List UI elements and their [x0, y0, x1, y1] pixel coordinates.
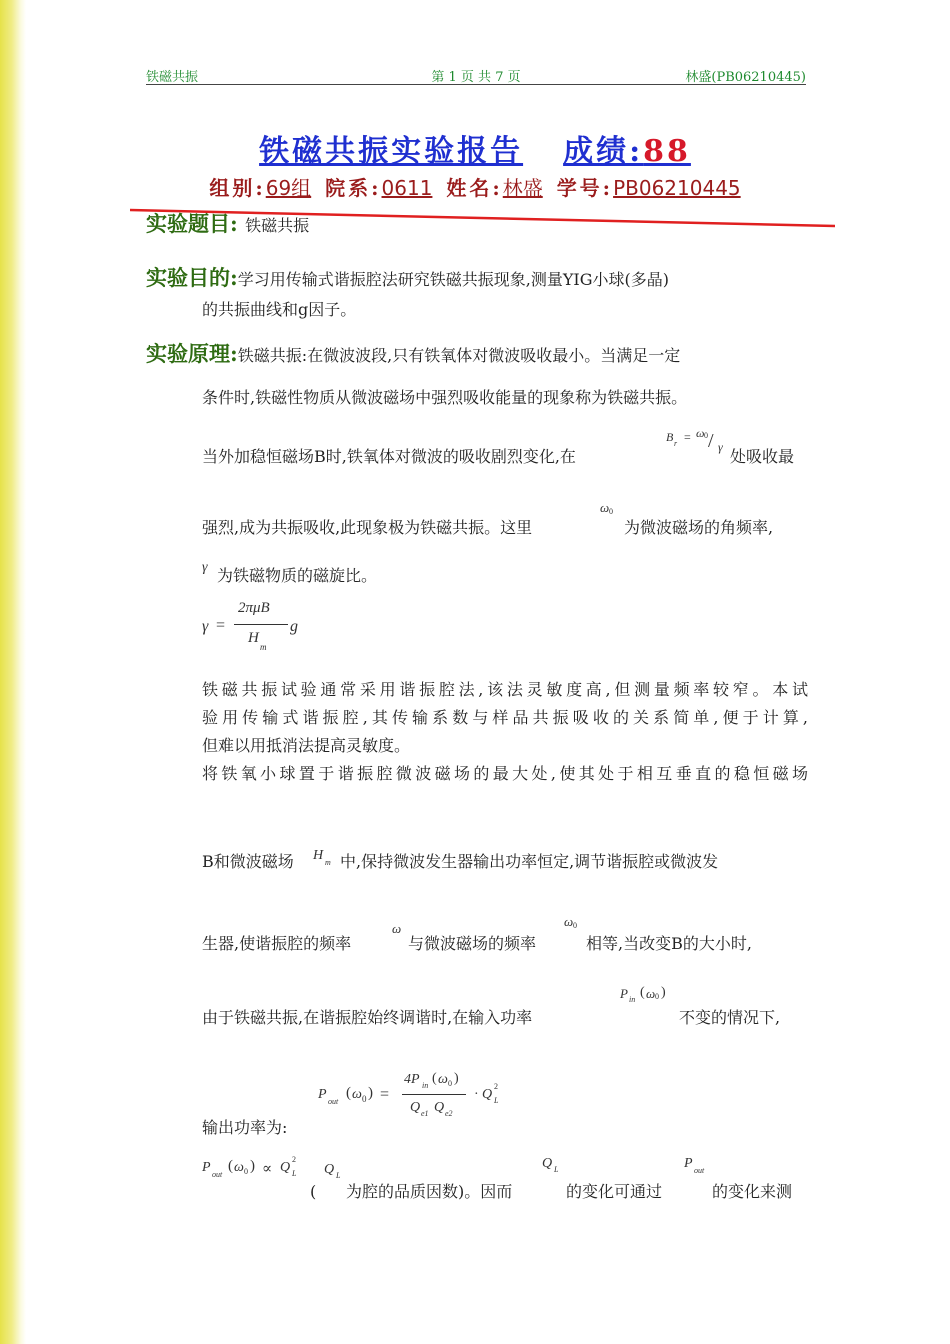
math-zero: 0 — [609, 507, 613, 516]
group-label: 组别: — [209, 176, 266, 200]
math-Q: Q — [410, 1100, 421, 1115]
math-out-sub: out — [694, 1166, 705, 1175]
math-Q: Q — [324, 1162, 335, 1177]
math-square: 2 — [494, 1082, 498, 1091]
topic-text: 铁磁共振 — [245, 216, 310, 235]
math-Q: Q — [542, 1156, 553, 1171]
math-P: P — [684, 1156, 693, 1171]
id-value: PB06210445 — [613, 176, 741, 200]
math-H: H — [248, 630, 259, 646]
math-lp: ( — [346, 1085, 351, 1101]
header-author: 林盛(PB06210445) — [685, 70, 806, 85]
formula-br-omega-gamma — [666, 428, 732, 464]
math-rp: ) — [250, 1158, 255, 1174]
body-p12: 输出功率为: — [202, 1118, 288, 1137]
student-info-line — [0, 172, 950, 201]
math-L-sub: L — [494, 1096, 499, 1105]
math-g: g — [290, 618, 298, 635]
principle-line1: 铁磁共振:在微波波段,只有铁氧体对微波吸收最小。当满足一定 — [237, 346, 681, 365]
body-p2b: 处吸收最 — [730, 447, 795, 466]
math-eq: = — [684, 430, 691, 444]
math-eq: = — [380, 1086, 390, 1103]
body-p2a: 当外加稳恒磁场B时,铁氧体对微波的吸收剧烈变化,在 — [202, 447, 576, 466]
body-p11b: 不变的情况下, — [679, 1008, 781, 1027]
formula-Pout — [684, 1156, 714, 1178]
math-slash: / — [708, 430, 714, 452]
body-p4: 为铁磁物质的磁旋比。 — [217, 566, 378, 585]
purpose-line2: 的共振曲线和g因子。 — [202, 300, 357, 319]
body-p10b: 与微波磁场的频率 — [408, 934, 537, 953]
math-zero: 0 — [704, 431, 708, 440]
math-B: B — [666, 430, 674, 444]
report-title — [0, 126, 950, 170]
math-lp: ( — [228, 1158, 233, 1174]
body-p1: 条件时,铁磁性物质从微波磁场中强烈吸收能量的现象称为铁磁共振。 — [202, 388, 688, 407]
math-zero: 0 — [244, 1167, 248, 1176]
body-p3b: 为微波磁场的角频率, — [624, 518, 774, 537]
formula-gamma-definition — [202, 600, 312, 660]
section-purpose — [146, 262, 669, 292]
math-square: 2 — [292, 1155, 296, 1164]
math-lp: ( — [432, 1071, 437, 1086]
math-e2-sub: e2 — [445, 1109, 453, 1118]
body-p5: 铁磁共振试验通常采用谐振腔法,该法灵敏度高,但测量频率较窄。本试 — [202, 680, 808, 699]
formula-Pin — [620, 986, 682, 1012]
math-P: P — [318, 1087, 327, 1102]
body-p10a: 生器,使谐振腔的频率 — [202, 934, 352, 953]
math-L-sub: L — [292, 1169, 297, 1178]
math-omega: ω — [600, 500, 610, 515]
math-H: H — [313, 848, 324, 863]
body-p3a: 强烈,成为共振吸收,此现象极为铁磁共振。这里 — [202, 518, 533, 537]
section-topic — [146, 208, 309, 238]
formula-Hm — [313, 848, 339, 870]
math-omega: ω — [646, 986, 656, 1001]
header-left-title: 铁磁共振 — [146, 70, 199, 85]
body-p10c: 相等,当改变B的大小时, — [586, 934, 752, 953]
principle-label: 实验原理: — [146, 341, 238, 366]
fraction-bar — [402, 1094, 466, 1095]
math-out-sub: out — [328, 1097, 339, 1106]
left-decorative-bar — [0, 0, 26, 1344]
formula-omega0 — [600, 500, 624, 522]
math-gamma: γ — [202, 560, 208, 575]
math-dot: · — [474, 1087, 479, 1102]
fraction-bar — [234, 624, 288, 625]
math-lp: ( — [640, 985, 645, 1000]
math-omega: ω — [564, 914, 574, 929]
math-zero: 0 — [655, 992, 659, 1001]
math-zero: 0 — [573, 921, 577, 930]
math-in-sub: in — [422, 1081, 429, 1090]
name-value: 林盛 — [502, 176, 543, 200]
math-rp: ) — [368, 1085, 373, 1101]
body-p7: 但难以用抵消法提高灵敏度。 — [202, 736, 411, 755]
math-in-sub: in — [629, 995, 636, 1004]
dept-value: 0611 — [381, 176, 433, 200]
formula-QL-b — [542, 1156, 566, 1178]
body-p9b: 中,保持微波发生器输出功率恒定,调节谐振腔或微波发 — [340, 852, 719, 871]
math-omega: ω — [352, 1087, 362, 1102]
math-r-sub: r — [674, 439, 678, 448]
formula-Pout-proportional — [202, 1155, 310, 1184]
name-label: 姓名: — [446, 176, 503, 200]
body-p9a: B和微波磁场 — [202, 852, 294, 871]
math-eq: = — [216, 617, 226, 634]
grade-label: 成绩: — [563, 134, 644, 169]
group-value: 69组 — [265, 176, 312, 200]
math-Q: Q — [434, 1100, 445, 1115]
math-numerator: 2πμB — [238, 600, 270, 616]
body-p13d: 的变化来测 — [712, 1182, 793, 1201]
math-rp: ) — [454, 1071, 459, 1086]
body-p13a: ( — [310, 1182, 317, 1201]
math-L-sub: L — [554, 1165, 559, 1174]
math-Q: Q — [482, 1087, 493, 1102]
math-omega: ω — [696, 426, 705, 440]
math-4P: 4P — [404, 1072, 420, 1087]
purpose-label: 实验目的: — [146, 265, 238, 290]
math-m-sub: m — [325, 858, 331, 867]
section-principle — [146, 338, 680, 368]
body-p8: 将铁氧小球置于谐振腔微波磁场的最大处,使其处于相互垂直的稳恒磁场 — [202, 764, 808, 783]
formula-omega0-b — [564, 914, 588, 936]
body-p13c: 的变化可通过 — [566, 1182, 663, 1201]
id-label: 学号: — [556, 176, 614, 200]
math-zero: 0 — [448, 1079, 452, 1088]
formula-QL — [324, 1162, 348, 1184]
math-gamma: γ — [718, 440, 723, 454]
math-P: P — [620, 986, 628, 1001]
body-p6: 验用传输式谐振腔,其传输系数与样品共振吸收的关系简单,便于计算, — [202, 708, 808, 727]
math-omega: ω — [438, 1072, 448, 1087]
body-p11a: 由于铁磁共振,在谐振腔始终调谐时,在输入功率 — [202, 1008, 533, 1027]
math-zero: 0 — [362, 1094, 367, 1104]
math-P: P — [202, 1160, 211, 1175]
math-rp: ) — [661, 985, 666, 1000]
math-L-sub: L — [336, 1171, 341, 1180]
body-p13b: 为腔的品质因数)。因而 — [346, 1182, 513, 1201]
math-Q: Q — [280, 1160, 291, 1175]
grade-value: 88 — [643, 134, 691, 169]
math-out-sub: out — [212, 1170, 223, 1179]
purpose-line1: 学习用传输式谐振腔法研究铁磁共振现象,测量YIG小球(多晶) — [237, 270, 670, 289]
formula-gamma — [202, 556, 218, 576]
math-omega: ω — [234, 1160, 244, 1175]
title-main: 铁磁共振实验报告 — [259, 134, 524, 169]
math-proportional: ∝ — [262, 1161, 273, 1177]
math-m-sub: m — [260, 642, 267, 652]
math-gamma: γ — [202, 618, 209, 635]
math-omega: ω — [392, 921, 402, 936]
dept-label: 院系: — [325, 176, 382, 200]
page-header — [146, 66, 806, 85]
topic-label: 实验题目: — [146, 211, 238, 236]
math-e1-sub: e1 — [421, 1109, 429, 1118]
header-page-number: 第 1 页 共 7 页 — [431, 70, 521, 85]
formula-omega — [392, 918, 406, 938]
